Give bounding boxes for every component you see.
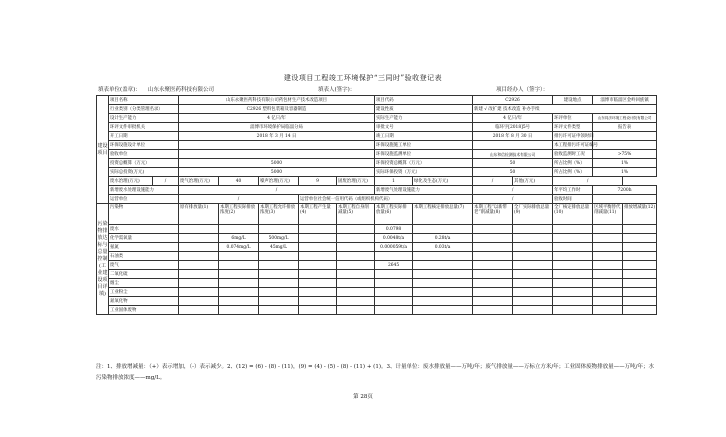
cell: 50: [473, 168, 553, 177]
cell: [513, 234, 553, 243]
cell: 实际总投资(万元): [109, 168, 179, 177]
column-header: 排放增减量(12): [623, 204, 657, 225]
cell: [413, 279, 473, 288]
cell: 2018 年 3 月 14 日: [179, 132, 375, 141]
cell: 山东和信检测技术有限公司: [473, 150, 553, 159]
cell: [413, 261, 473, 270]
cell: 建设地点: [553, 96, 593, 105]
cell: [623, 261, 657, 270]
cell: 2645: [375, 261, 413, 270]
cell: [473, 234, 513, 243]
cell: 1: [375, 177, 413, 186]
cell: [219, 279, 259, 288]
cell: 500mg/L: [259, 234, 299, 243]
cell: [553, 234, 593, 243]
cell: 5000: [179, 159, 375, 168]
column-header: 全厂实际排放总量(9): [513, 204, 553, 225]
cell: [179, 141, 375, 150]
cell: [513, 252, 553, 261]
cell: [179, 288, 219, 297]
cell: 0.000059t/a: [375, 243, 413, 252]
cell: [299, 270, 337, 279]
column-header: 本期工程“以新带老”削减量(8): [473, 204, 513, 225]
cell: 废水: [109, 225, 179, 234]
project-manager-label: 项目经办人（签字）：: [496, 87, 549, 93]
cell: 氮氧化物: [109, 297, 179, 306]
cell: 环评文件审批机关: [109, 123, 179, 132]
cell: [593, 234, 623, 243]
table-row: [97, 234, 657, 243]
cell: 建设性质: [375, 105, 473, 114]
cell: [337, 225, 375, 234]
cell: 设计生产能力: [109, 114, 179, 123]
cell: [593, 132, 657, 141]
cell: [473, 297, 513, 306]
form-title: 建设项目工程竣工环境保护“三同时”验收登记表: [283, 74, 443, 82]
pollution-side-label: 污染物排放达标与总量控制(工业建设项目详填): [97, 204, 109, 315]
cell: 环保设施设计单位: [109, 141, 179, 150]
table-row: [97, 297, 657, 306]
cell: [179, 270, 219, 279]
cell: /: [473, 186, 553, 195]
cell: [219, 261, 259, 270]
cell: [375, 297, 413, 306]
column-header: 本期工程自身削减量(5): [337, 204, 375, 225]
cell: [179, 261, 219, 270]
table-row: [97, 270, 657, 279]
cell: /: [473, 195, 553, 204]
table-row: [97, 132, 657, 141]
table-row: [97, 306, 657, 315]
cell: /: [179, 186, 375, 195]
column-header: 污染物: [109, 204, 179, 225]
cell: 其他(万元): [513, 177, 553, 186]
cell: [299, 225, 337, 234]
cell: [337, 234, 375, 243]
cell: [413, 225, 473, 234]
cell: [553, 270, 593, 279]
column-header: 区域平衡替代削减量(11): [593, 204, 623, 225]
cell: [337, 243, 375, 252]
cell: 1%: [593, 168, 657, 177]
cell: 4 亿只/年: [473, 114, 553, 123]
filling-unit-value: 山东永聚医药科技有限公司: [148, 87, 215, 93]
cell: 项目代码: [375, 96, 473, 105]
cell: [473, 270, 513, 279]
column-header: 全厂核定排放总量(10): [553, 204, 593, 225]
cell: 1%: [593, 159, 657, 168]
table-row: [97, 141, 657, 150]
cell: [593, 279, 623, 288]
cell: [473, 141, 553, 150]
cell: [259, 297, 299, 306]
cell: [473, 243, 513, 252]
cell: [375, 279, 413, 288]
cell: [299, 234, 337, 243]
cell: 7200h: [593, 186, 657, 195]
cell: 年平均工作时: [553, 186, 593, 195]
cell: [553, 243, 593, 252]
cell: 废水治理(万元): [109, 177, 153, 186]
cell: 绿化及生态(万元): [413, 177, 473, 186]
table-row: [97, 261, 657, 270]
cell: C2926: [473, 96, 553, 105]
cell: [219, 306, 259, 315]
cell: [337, 252, 375, 261]
cell: 化学需氧量: [109, 234, 179, 243]
cell: [593, 252, 623, 261]
cell: 噪声治理(万元): [259, 177, 299, 186]
table-row: [97, 252, 657, 261]
table-row: [97, 279, 657, 288]
table-row: [97, 105, 657, 114]
cell: [337, 270, 375, 279]
table-row: [97, 186, 657, 195]
table-row: [97, 243, 657, 252]
cell: 50: [473, 159, 553, 168]
cell: [553, 261, 593, 270]
cell: [299, 306, 337, 315]
cell: [593, 243, 623, 252]
table-row: [97, 195, 657, 204]
cell: [219, 252, 259, 261]
cell: [513, 297, 553, 306]
cell: 0.03t/a: [413, 243, 473, 252]
cell: [179, 297, 219, 306]
cell: [623, 270, 657, 279]
cell: [219, 297, 259, 306]
column-header: 原有排放量(1): [179, 204, 219, 225]
cell: 验收时间: [553, 195, 593, 204]
cell: [623, 234, 657, 243]
cell: [259, 225, 299, 234]
cell: 新增废气处理设施能力: [375, 186, 473, 195]
cell: 山东永聚医药科技有限公司药包材生产技术改造项目: [179, 96, 375, 105]
acceptance-registration-table: [96, 95, 657, 315]
cell: [513, 261, 553, 270]
cell: [553, 297, 593, 306]
cell: [259, 288, 299, 297]
cell: [337, 279, 375, 288]
cell: 固废治理(万元): [337, 177, 375, 186]
cell: [179, 252, 219, 261]
cell: 运营单位社会统一信用代码（或组织机构代码）: [299, 195, 473, 204]
cell: [259, 261, 299, 270]
table-row: [97, 177, 657, 186]
cell: 40: [219, 177, 259, 186]
cell: [593, 225, 623, 234]
cell: [259, 252, 299, 261]
cell: 报告表: [593, 123, 657, 132]
table-row: [97, 225, 657, 234]
cell: [299, 261, 337, 270]
cell: 工业固体废物: [109, 306, 179, 315]
cell: [413, 306, 473, 315]
cell: [623, 243, 657, 252]
cell: C2926 塑料包装箱及容器制造: [179, 105, 375, 114]
cell: 实际环保投资（万元）: [375, 168, 473, 177]
column-header: 本期工程允许排放浓度(3): [259, 204, 299, 225]
cell: 石油类: [109, 252, 179, 261]
cell: [513, 225, 553, 234]
cell: 0.0798: [375, 225, 413, 234]
cell: [337, 261, 375, 270]
cell: [623, 225, 657, 234]
cell: 淄博市环境保护局临淄分局: [179, 123, 375, 132]
cell: [623, 279, 657, 288]
cell: 45mg/L: [259, 243, 299, 252]
cell: [413, 270, 473, 279]
cell: 环评文件类型: [553, 123, 593, 132]
column-header: 本期工程实际排放量(6): [375, 204, 413, 225]
cell: [337, 306, 375, 315]
cell: 山东同济环境工程设计院有限公司: [593, 114, 657, 123]
cell: [179, 225, 219, 234]
cell: 环保设施监测单位: [375, 150, 473, 159]
table-row: [97, 204, 657, 225]
project-side-label: 建设项目: [97, 96, 109, 204]
cell: /: [553, 177, 623, 186]
cell: [179, 150, 375, 159]
cell: [179, 279, 219, 288]
cell: [299, 243, 337, 252]
cell: [593, 297, 623, 306]
cell: 实际生产能力: [375, 114, 473, 123]
cell: 烟尘: [109, 279, 179, 288]
cell: [513, 288, 553, 297]
cell: [219, 225, 259, 234]
cell: 环评单位: [553, 114, 593, 123]
cell: 所占比例（%）: [553, 168, 593, 177]
cell: [553, 306, 593, 315]
cell: [473, 225, 513, 234]
cell: /: [153, 177, 179, 186]
cell: [179, 234, 219, 243]
cell: [593, 306, 623, 315]
cell: [623, 297, 657, 306]
cell: [553, 279, 593, 288]
cell: [593, 195, 657, 204]
cell: [473, 252, 513, 261]
cell: [623, 288, 657, 297]
cell: [337, 288, 375, 297]
cell: 废气治理(万元): [179, 177, 219, 186]
cell: [375, 252, 413, 261]
cell: [513, 306, 553, 315]
cell: [473, 306, 513, 315]
filling-unit-label: 填表单位(盖章)：: [98, 87, 141, 93]
table-row: [97, 168, 657, 177]
cell: [337, 297, 375, 306]
cell: 新建 √ 改扩建 技术改造 补办手续: [473, 105, 657, 114]
cell: 行业类别（分类管理名录）: [109, 105, 179, 114]
cell: /: [473, 177, 513, 186]
cell: 投资总概算（万元）: [109, 159, 179, 168]
page-number: 第 28页: [353, 394, 373, 400]
cell: 新增废水处理设施能力: [109, 186, 179, 195]
cell: [375, 306, 413, 315]
cell: 淄博市临淄区金岭回族镇: [593, 96, 657, 105]
cell: [593, 288, 623, 297]
cell: 验收监测时工况: [553, 150, 593, 159]
cell: [413, 288, 473, 297]
table-row: [97, 159, 657, 168]
cell: 所占比例（%）: [553, 159, 593, 168]
cell: 开工日期: [109, 132, 179, 141]
cell: [413, 252, 473, 261]
cell: 环保投资总概算（万元）: [375, 159, 473, 168]
filler-label: 填表人(签字)：: [318, 87, 356, 93]
cell: 2018 年 8 月 30 日: [473, 132, 553, 141]
cell: [593, 270, 623, 279]
cell: [219, 270, 259, 279]
cell: [473, 288, 513, 297]
cell: 废气: [109, 261, 179, 270]
cell: 环保设施施工单位: [375, 141, 473, 150]
cell: [259, 279, 299, 288]
cell: [593, 261, 623, 270]
cell: [513, 243, 553, 252]
cell: >75%: [593, 150, 657, 159]
cell: 验收单位: [109, 150, 179, 159]
cell: [299, 297, 337, 306]
cell: [623, 306, 657, 315]
cell: [259, 270, 299, 279]
cell: 氨氮: [109, 243, 179, 252]
column-header: 本期工程核定排放总量(7): [413, 204, 473, 225]
cell: [413, 297, 473, 306]
cell: 临环字[2018]5号: [473, 123, 553, 132]
table-row: [97, 96, 657, 105]
cell: [553, 225, 593, 234]
cell: [375, 270, 413, 279]
cell: [179, 306, 219, 315]
table-row: [97, 288, 657, 297]
cell: 排污许可证申领时间: [554, 133, 594, 139]
footnote: 注：1、排放增减量：（+）表示增加，（-）表示减少。2、(12) = (6) - (8) - (11)，(9) = (4) - (5) - (8) - (11) + (1)。3、计量单位：废水排放量——万吨/年；废气排放量——万标立方米/年；工业固体废物排放量——万吨/年；水污染物排放浓度——mg/L。: [96, 364, 655, 381]
cell: [593, 141, 657, 150]
cell: [259, 306, 299, 315]
cell: 4 亿只/年: [179, 114, 375, 123]
cell: [553, 288, 593, 297]
cell: 5000: [179, 168, 375, 177]
cell: 0.0048t/a: [375, 234, 413, 243]
cell: [375, 288, 413, 297]
cell: [219, 288, 259, 297]
cell: [473, 261, 513, 270]
cell: [299, 252, 337, 261]
cell: 审批文号: [375, 123, 473, 132]
cell: [513, 270, 553, 279]
cell: [553, 252, 593, 261]
table-row: [97, 150, 657, 159]
cell: /: [179, 195, 299, 204]
table-row: [97, 123, 657, 132]
cell: 运营单位: [109, 195, 179, 204]
cell: [623, 252, 657, 261]
cell: [299, 279, 337, 288]
cell: [473, 279, 513, 288]
cell: 0.28t/a: [413, 234, 473, 243]
table-row: [97, 114, 657, 123]
cell: [513, 279, 553, 288]
column-header: 本期工程产生量(4): [299, 204, 337, 225]
cell: 9: [299, 177, 337, 186]
cell: [179, 243, 219, 252]
cell: 本工程排污许可证编号: [554, 142, 598, 148]
column-header: 本期工程实际排放浓度(2): [219, 204, 259, 225]
cell: 0.074mg/L: [219, 243, 259, 252]
cell: 二氧化硫: [109, 270, 179, 279]
cell: 6mg/L: [219, 234, 259, 243]
cell: [299, 288, 337, 297]
cell: 竣工日期: [375, 132, 473, 141]
cell: 工业粉尘: [109, 288, 179, 297]
cell: 项目名称: [109, 96, 179, 105]
